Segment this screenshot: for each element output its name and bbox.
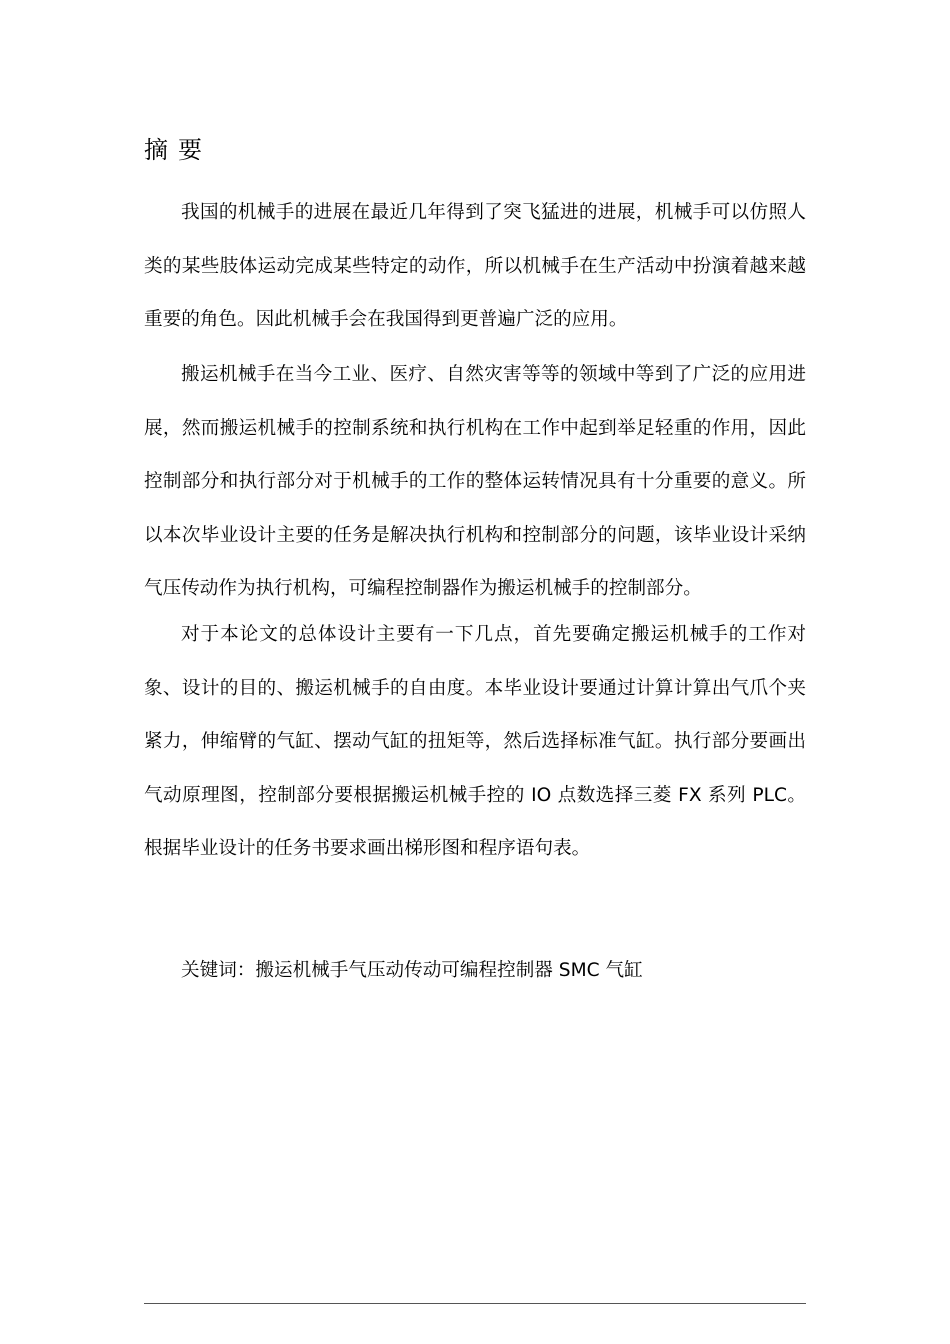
abstract-paragraph-3: 对于本论文的总体设计主要有一下几点，首先要确定搬运机械手的工作对象、设计的目的、搬运机械手的自由度。本毕业设计要通过计算计算出气爪个夹紧力，伸缩臂的气缸、摆动气缸的扭矩等，然后选择标准气缸。执行部分要画出气动原理图，控制部分要根据搬运机械手控的 IO 点数选择三菱 FX 系列 PLC。根据毕业设计的任务书要求画出梯形图和程序语句表。 xyxy=(144,624,806,859)
abstract-paragraph-2: 搬运机械手在当今工业、医疗、自然灾害等等的领域中等到了广泛的应用进展，然而搬运机械手的控制系统和执行机构在工作中起到举足轻重的作用，因此控制部分和执行部分对于机械手的工作的整体运转情况具有十分重要的意义。所以本次毕业设计主要的任务是解决执行机构和控制部分的问题，该毕业设计采纳气压传动作为执行机构，可编程控制器作为搬运机械手的控制部分。 xyxy=(144,364,806,599)
footer-divider xyxy=(144,1303,806,1304)
abstract-heading: 摘要 xyxy=(144,136,212,164)
abstract-paragraph-1: 我国的机械手的进展在最近几年得到了突飞猛进的进展，机械手可以仿照人类的某些肢体运动完成某些特定的动作，所以机械手在生产活动中扮演着越来越重要的角色。因此机械手会在我国得到更普遍广泛的应用。 xyxy=(144,202,806,330)
keywords-line: 关键词：搬运机械手气压动传动可编程控制器 SMC 气缸 xyxy=(181,960,643,981)
